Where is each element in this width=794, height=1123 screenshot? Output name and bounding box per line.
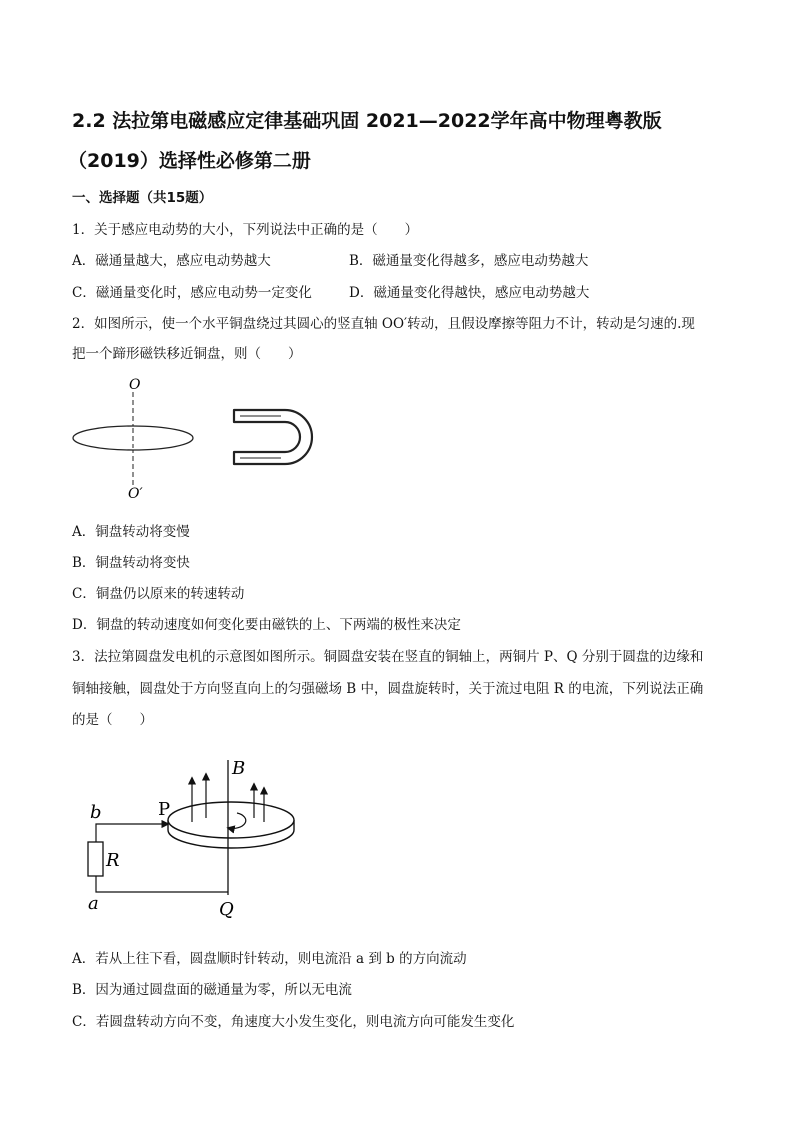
wire-bottom — [96, 876, 228, 892]
question-2-option-d[interactable]: D．铜盘的转动速度如何变化要由磁铁的上、下两端的极性来决定 — [72, 617, 461, 633]
label-axis-top-o: O — [129, 377, 141, 393]
question-3-option-c[interactable]: C．若圆盘转动方向不变，角速度大小发生变化，则电流方向可能发生变化 — [72, 1014, 515, 1030]
paper-title-line-2: （2019）选择性必修第二册 — [68, 150, 311, 172]
copper-disk-top — [168, 802, 294, 838]
label-terminal-b: b — [90, 802, 102, 823]
label-q: Q — [219, 899, 234, 920]
question-3-option-a[interactable]: A．若从上往下看，圆盘顺时针转动，则电流沿 a 到 b 的方向流动 — [72, 951, 467, 967]
question-1-option-b[interactable]: B．磁通量变化得越多，感应电动势越大 — [349, 253, 589, 269]
question-1-option-c[interactable]: C．磁通量变化时，感应电动势一定变化 — [72, 285, 312, 301]
label-terminal-a: a — [88, 893, 99, 914]
resistor-r — [88, 842, 103, 876]
label-axis-bottom-o-prime: O′ — [128, 486, 143, 502]
label-b-field: B — [232, 758, 246, 779]
wire-top — [96, 824, 168, 842]
question-3-option-b[interactable]: B．因为通过圆盘面的磁通量为零，所以无电流 — [72, 982, 352, 998]
question-1-option-d[interactable]: D．磁通量变化得越快，感应电动势越大 — [349, 285, 590, 301]
question-1-option-a[interactable]: A．磁通量越大，感应电动势越大 — [72, 253, 271, 269]
label-p: P — [158, 799, 171, 820]
question-2-option-c[interactable]: C．铜盘仍以原来的转速转动 — [72, 586, 245, 602]
question-1-stem: 1．关于感应电动势的大小，下列说法中正确的是（ ） — [72, 222, 419, 238]
question-2-stem-line-2: 把一个蹄形磁铁移近铜盘，则（ ） — [72, 346, 302, 362]
paper-title-line-1: 2.2 法拉第电磁感应定律基础巩固 2021—2022学年高中物理粤教版 — [72, 110, 662, 132]
label-resistor-r: R — [106, 850, 120, 871]
question-3-stem-line-2: 铜轴接触，圆盘处于方向竖直向上的匀强磁场 B 中，圆盘旋转时，关于流过电阻 R 的电流，下列说法正确 — [72, 681, 704, 697]
question-3-stem-line-3: 的是（ ） — [72, 712, 153, 728]
question-2-stem-line-1: 2．如图所示，使一个水平铜盘绕过其圆心的竖直轴 OO′转动，且假设摩擦等阻力不计，转动是匀速的.现 — [72, 316, 695, 332]
question-2-option-b[interactable]: B．铜盘转动将变快 — [72, 555, 190, 571]
question-3-stem-line-1: 3．法拉第圆盘发电机的示意图如图所示。铜圆盘安装在竖直的铜轴上，两铜片 P、Q 分别于圆盘的边缘和 — [72, 649, 704, 665]
question-2-option-a[interactable]: A．铜盘转动将变慢 — [72, 524, 190, 540]
section-heading: 一、选择题（共15题） — [72, 190, 213, 206]
